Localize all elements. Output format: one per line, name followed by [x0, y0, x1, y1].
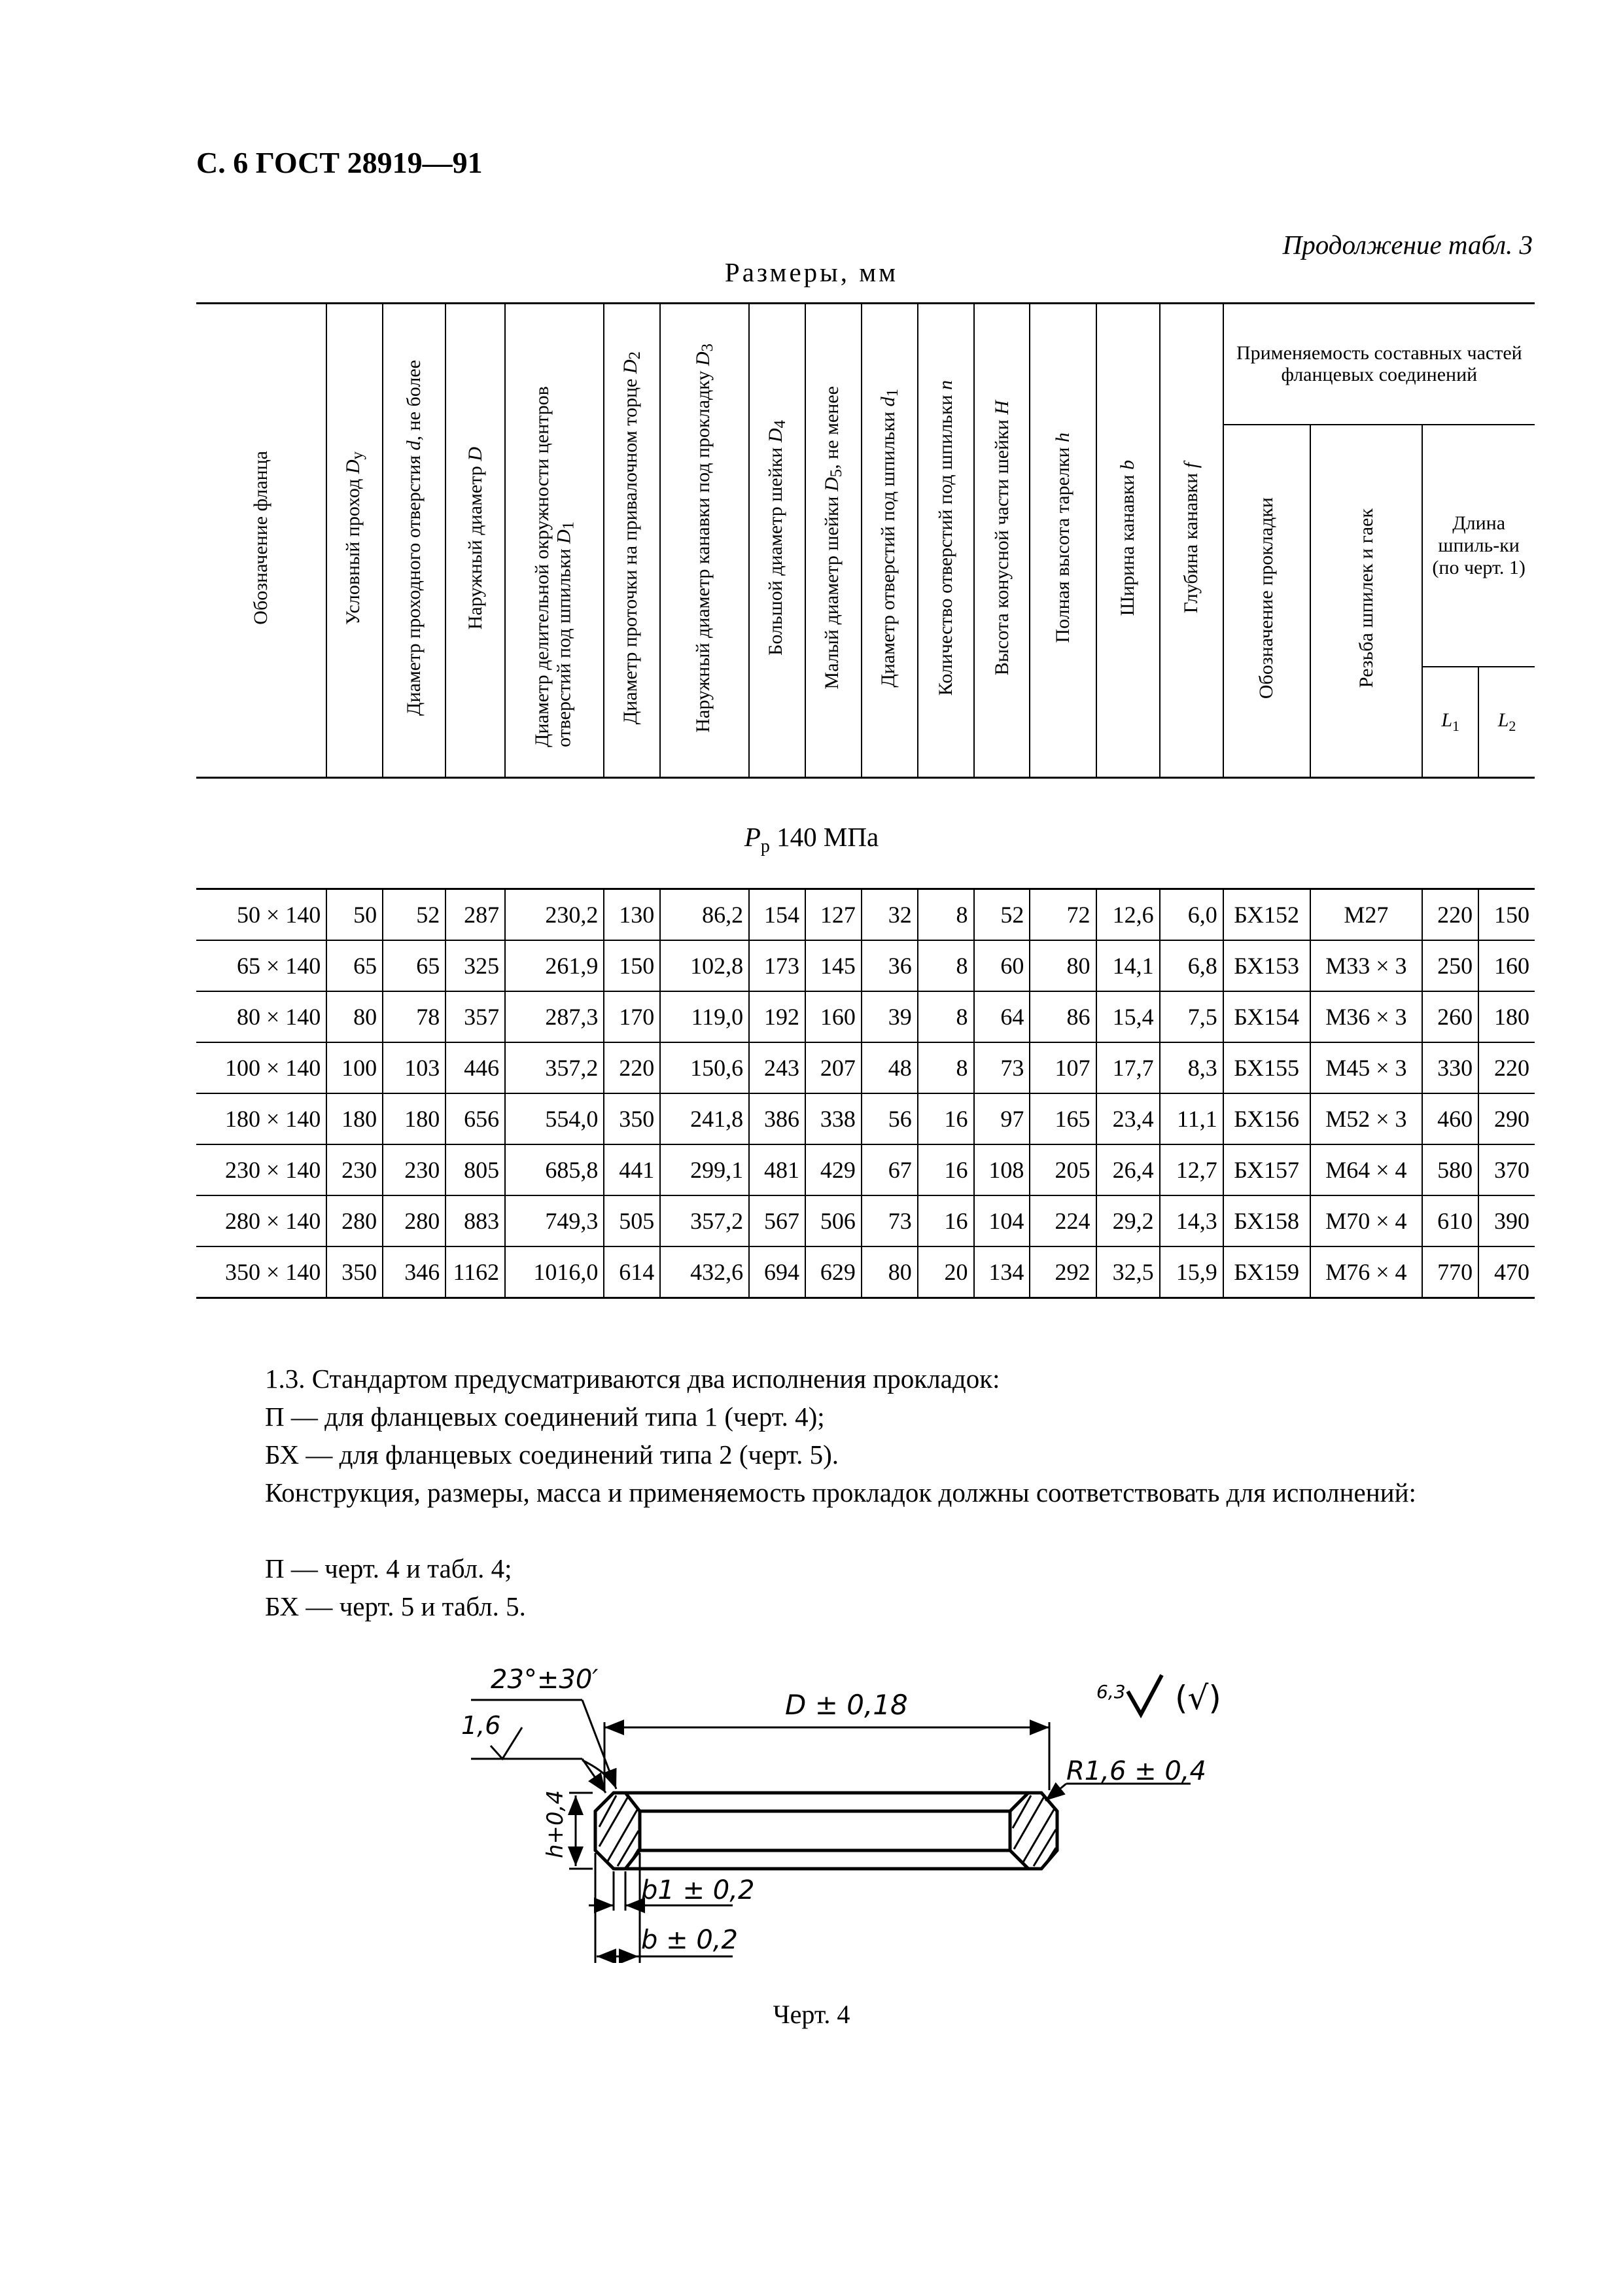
dimension-D: D ± 0,18	[785, 1689, 908, 1721]
table-cell: 350	[326, 1246, 383, 1298]
header-stud-length: Длина шпиль-ки (по черт. 1)	[1422, 425, 1535, 667]
table-cell: 224	[1030, 1195, 1096, 1246]
table-cell: 23,4	[1096, 1093, 1160, 1144]
table-cell: 150,6	[660, 1042, 749, 1093]
table-cell: 102,8	[660, 940, 749, 991]
table-cell: 554,0	[505, 1093, 604, 1144]
table-cell: 656	[445, 1093, 505, 1144]
header-face-recess: Диаметр проточки на привалочном торце $D_2$	[604, 304, 660, 778]
table-cell: 180	[326, 1093, 383, 1144]
table-cell: 292	[1030, 1246, 1096, 1298]
table-cell: БХ158	[1223, 1195, 1310, 1246]
roughness-general: 6,3	[1096, 1681, 1126, 1703]
header-plate-height: Полная высота тарелки h	[1030, 304, 1096, 778]
table-cell: 220	[604, 1042, 660, 1093]
table-cell: 16	[918, 1144, 974, 1195]
table-cell: 429	[805, 1144, 862, 1195]
table-cell: 614	[604, 1246, 660, 1298]
table-cell: М36 × 3	[1310, 991, 1423, 1042]
table-cell: 250	[1422, 940, 1478, 991]
table-cell: 685,8	[505, 1144, 604, 1195]
table-cell: 80 × 140	[196, 991, 326, 1042]
header-thread: Резьба шпилек и гаек	[1310, 425, 1423, 778]
table-cell: 36	[862, 940, 918, 991]
table-cell: 80	[862, 1246, 918, 1298]
table-cell: 357,2	[505, 1042, 604, 1093]
table-cell: 230,2	[505, 889, 604, 941]
table-cell: 72	[1030, 889, 1096, 941]
table-cell: 52	[383, 889, 445, 941]
table-cell: 192	[749, 991, 805, 1042]
table-cell: 470	[1478, 1246, 1535, 1298]
table-cell: 104	[974, 1195, 1030, 1246]
table-cell: 130	[604, 889, 660, 941]
table-cell: 220	[1422, 889, 1478, 941]
table-header	[196, 302, 1535, 779]
header-dy: Условный проход $D_y$	[326, 304, 383, 778]
table-cell: 338	[805, 1093, 862, 1144]
table-cell: 65	[383, 940, 445, 991]
table-cell: 441	[604, 1144, 660, 1195]
table-cell: 220	[1478, 1042, 1535, 1093]
table-continuation-note: Продолжение табл. 3	[1282, 230, 1533, 260]
header-L2: $L_2$	[1478, 667, 1535, 778]
table-cell: БХ156	[1223, 1093, 1310, 1144]
table-cell: 883	[445, 1195, 505, 1246]
header-stud-hole-count: Количество отверстий под шпильки n	[918, 304, 974, 778]
table-cell: 350 × 140	[196, 1246, 326, 1298]
table-cell: 39	[862, 991, 918, 1042]
table-row	[196, 1093, 1535, 1144]
reference-bx: БХ — черт. 5 и табл. 5.	[265, 1591, 526, 1621]
gasket-right-section	[1010, 1793, 1057, 1869]
table-cell: 580	[1422, 1144, 1478, 1195]
table-cell: 346	[383, 1246, 445, 1298]
table-cell: 357	[445, 991, 505, 1042]
table-cell: 7,5	[1160, 991, 1223, 1042]
table-cell: 173	[749, 940, 805, 991]
table-cell: 770	[1422, 1246, 1478, 1298]
page-title: С. 6 ГОСТ 28919—91	[196, 146, 483, 179]
units-caption: Размеры, мм	[724, 257, 899, 287]
table-cell: М52 × 3	[1310, 1093, 1423, 1144]
table-cell: 12,7	[1160, 1144, 1223, 1195]
table-cell: 52	[974, 889, 1030, 941]
clause-1-3: 1.3. Стандартом предусматриваются два исполнения прокладок:	[265, 1364, 1000, 1394]
reference-p: П — черт. 4 и табл. 4;	[265, 1553, 512, 1583]
table-cell: 390	[1478, 1195, 1535, 1246]
table-cell: 8	[918, 1042, 974, 1093]
table-cell: БХ159	[1223, 1246, 1310, 1298]
table-cell: 207	[805, 1042, 862, 1093]
table-cell: 16	[918, 1093, 974, 1144]
table-cell: М76 × 4	[1310, 1246, 1423, 1298]
table-cell: 6,0	[1160, 889, 1223, 941]
table-cell: 65	[326, 940, 383, 991]
table-cell: 170	[604, 991, 660, 1042]
table-cell: 97	[974, 1093, 1030, 1144]
table-cell: 290	[1478, 1093, 1535, 1144]
table-cell: 160	[805, 991, 862, 1042]
gasket-type-p: П — для фланцевых соединений типа 1 (черт. 4);	[265, 1402, 825, 1432]
table-cell: 11,1	[1160, 1093, 1223, 1144]
table-cell: 150	[604, 940, 660, 991]
table-cell: 432,6	[660, 1246, 749, 1298]
table-cell: 8	[918, 940, 974, 991]
table-cell: 15,4	[1096, 991, 1160, 1042]
table-cell: 629	[805, 1246, 862, 1298]
table-cell: 107	[1030, 1042, 1096, 1093]
table-cell: 6,8	[1160, 940, 1223, 991]
table-cell: 14,1	[1096, 940, 1160, 991]
table-cell: 100 × 140	[196, 1042, 326, 1093]
gasket-left-section	[595, 1793, 640, 1869]
table-cell: 299,1	[660, 1144, 749, 1195]
table-cell: 280	[383, 1195, 445, 1246]
table-cell: 8	[918, 889, 974, 941]
table-cell: 241,8	[660, 1093, 749, 1144]
data-table	[196, 888, 1535, 1299]
table-row	[196, 940, 1535, 991]
table-cell: 80	[326, 991, 383, 1042]
table-cell: 386	[749, 1093, 805, 1144]
table-cell: 350	[604, 1093, 660, 1144]
roughness-paren-mark: (√)	[1175, 1679, 1221, 1717]
table-cell: 80	[1030, 940, 1096, 991]
header-bolt-circle: Диаметр делительной окружности центров отверстий под шпильки $D_1$	[505, 304, 604, 778]
table-cell: 8,3	[1160, 1042, 1223, 1093]
table-cell: 100	[326, 1042, 383, 1093]
table-cell: 180	[383, 1093, 445, 1144]
header-cone-height: Высота конусной части шейки H	[974, 304, 1030, 778]
table-row	[196, 1246, 1535, 1298]
table-cell: 60	[974, 940, 1030, 991]
table-cell: 230	[326, 1144, 383, 1195]
table-cell: 370	[1478, 1144, 1535, 1195]
table-cell: 180	[1478, 991, 1535, 1042]
table-cell: 805	[445, 1144, 505, 1195]
table-cell: 17,7	[1096, 1042, 1160, 1093]
table-cell: 67	[862, 1144, 918, 1195]
table-cell: 205	[1030, 1144, 1096, 1195]
table-cell: 567	[749, 1195, 805, 1246]
table-cell: 280	[326, 1195, 383, 1246]
pressure-subheading: $P_р$ 140 МПа	[744, 822, 879, 857]
table-cell: 154	[749, 889, 805, 941]
table-cell: 694	[749, 1246, 805, 1298]
header-stud-hole-diameter: Диаметр отверстий под шпильки $d_1$	[862, 304, 918, 778]
table-cell: БХ155	[1223, 1042, 1310, 1093]
table-cell: М70 × 4	[1310, 1195, 1423, 1246]
table-cell: 15,9	[1160, 1246, 1223, 1298]
header-groove-depth: Глубина канавки f	[1160, 304, 1223, 778]
table-row	[196, 991, 1535, 1042]
table-cell: 165	[1030, 1093, 1096, 1144]
table-cell: 505	[604, 1195, 660, 1246]
table-cell: 29,2	[1096, 1195, 1160, 1246]
table-cell: 32,5	[1096, 1246, 1160, 1298]
table-cell: М64 × 4	[1310, 1144, 1423, 1195]
table-cell: М27	[1310, 889, 1423, 941]
table-cell: 260	[1422, 991, 1478, 1042]
table-cell: 330	[1422, 1042, 1478, 1093]
gasket-ring-outline	[625, 1793, 1028, 1869]
table-cell: 749,3	[505, 1195, 604, 1246]
table-cell: 48	[862, 1042, 918, 1093]
table-cell: 16	[918, 1195, 974, 1246]
table-cell: 325	[445, 940, 505, 991]
height-dimension: h+0,4	[542, 1790, 568, 1858]
table-cell: БХ153	[1223, 940, 1310, 991]
header-neck-large-diameter: Большой диаметр шейки $D_4$	[749, 304, 805, 778]
table-cell: 73	[862, 1195, 918, 1246]
table-cell: 20	[918, 1246, 974, 1298]
table-cell: 50	[326, 889, 383, 941]
table-cell: 243	[749, 1042, 805, 1093]
table-cell: БХ152	[1223, 889, 1310, 941]
angle-dimension: 23°±30′	[491, 1665, 599, 1695]
header-flange: Обозначение фланца	[196, 304, 326, 778]
table-cell: БХ154	[1223, 991, 1310, 1042]
header-applicability: Применяемость составных частей фланцевых соединений	[1223, 304, 1535, 425]
drawing-caption: Черт. 4	[773, 2000, 850, 2029]
header-outer-diameter: Наружный диаметр D	[445, 304, 505, 778]
dimension-b1: b1 ± 0,2	[641, 1875, 755, 1905]
header-bore-diameter: Диаметр проходного отверстия d, не более	[383, 304, 445, 778]
table-cell: 460	[1422, 1093, 1478, 1144]
table-cell: 446	[445, 1042, 505, 1093]
table-cell: 86	[1030, 991, 1096, 1042]
table-cell: 56	[862, 1093, 918, 1144]
table-cell: М33 × 3	[1310, 940, 1423, 991]
table-cell: 1162	[445, 1246, 505, 1298]
table-cell: 287,3	[505, 991, 604, 1042]
table-cell: 610	[1422, 1195, 1478, 1246]
requirement-paragraph: Конструкция, размеры, масса и применяемость прокладок должны соответствовать для исполнений:	[265, 1477, 1416, 1508]
table-cell: 127	[805, 889, 862, 941]
table-row	[196, 1144, 1535, 1195]
table-cell: 119,0	[660, 991, 749, 1042]
table-cell: 134	[974, 1246, 1030, 1298]
table-cell: 64	[974, 991, 1030, 1042]
table-row	[196, 889, 1535, 941]
header-gasket: Обозначение прокладки	[1223, 425, 1310, 778]
header-groove-width: Ширина канавки b	[1096, 304, 1160, 778]
table-cell: 180 × 140	[196, 1093, 326, 1144]
header-L1: $L_1$	[1422, 667, 1478, 778]
roughness-local: 1,6	[461, 1711, 501, 1740]
table-row	[196, 1042, 1535, 1093]
table-cell: 145	[805, 940, 862, 991]
table-cell: 78	[383, 991, 445, 1042]
table-cell: 12,6	[1096, 889, 1160, 941]
table-cell: 481	[749, 1144, 805, 1195]
table-cell: 108	[974, 1144, 1030, 1195]
gasket-drawing	[445, 1662, 1269, 1963]
gasket-type-bx: БХ — для фланцевых соединений типа 2 (черт. 5).	[265, 1439, 839, 1470]
table-cell: 26,4	[1096, 1144, 1160, 1195]
table-cell: 261,9	[505, 940, 604, 991]
table-cell: 230	[383, 1144, 445, 1195]
dimension-b: b ± 0,2	[641, 1925, 738, 1955]
roughness-general-mark	[1128, 1675, 1162, 1714]
header-neck-small-diameter: Малый диаметр шейки $D_5$, не менее	[805, 304, 862, 778]
table-cell: 73	[974, 1042, 1030, 1093]
table-cell: 230 × 140	[196, 1144, 326, 1195]
table-cell: БХ157	[1223, 1144, 1310, 1195]
table-cell: 287	[445, 889, 505, 941]
table-cell: 357,2	[660, 1195, 749, 1246]
table-cell: 280 × 140	[196, 1195, 326, 1246]
table-cell: 1016,0	[505, 1246, 604, 1298]
table-row	[196, 1195, 1535, 1246]
table-cell: 506	[805, 1195, 862, 1246]
table-cell: 8	[918, 991, 974, 1042]
header-groove-outer-diameter: Наружный диаметр канавки под прокладку $D_3$	[660, 304, 749, 778]
table-cell: 86,2	[660, 889, 749, 941]
table-cell: 150	[1478, 889, 1535, 941]
table-cell: 65 × 140	[196, 940, 326, 991]
radius-dimension: R1,6 ± 0,4	[1066, 1756, 1206, 1786]
table-cell: 32	[862, 889, 918, 941]
table-cell: М45 × 3	[1310, 1042, 1423, 1093]
table-cell: 160	[1478, 940, 1535, 991]
table-cell: 14,3	[1160, 1195, 1223, 1246]
table-cell: 50 × 140	[196, 889, 326, 941]
table-cell: 103	[383, 1042, 445, 1093]
